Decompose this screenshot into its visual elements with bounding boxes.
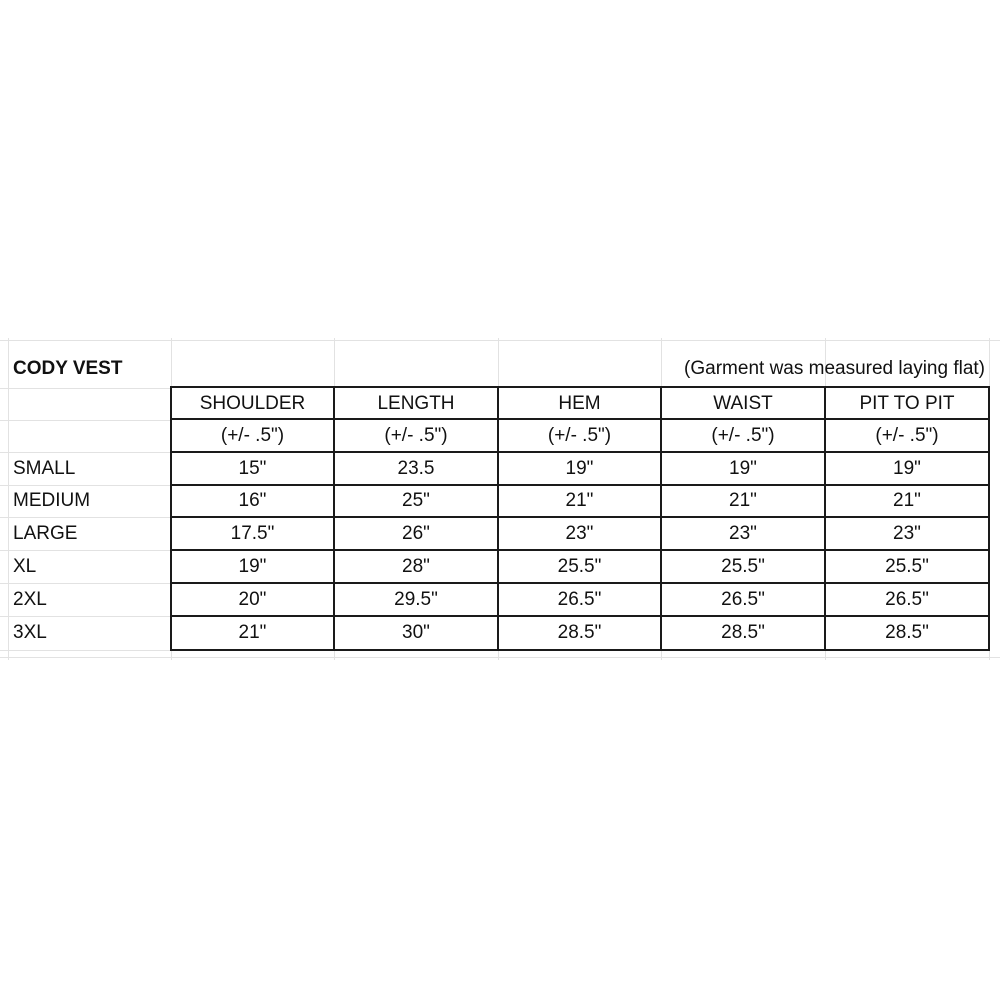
table-border <box>171 549 990 551</box>
measurement-cell: 16" <box>238 490 267 511</box>
size-label: LARGE <box>13 522 78 544</box>
table-border <box>171 418 990 420</box>
column-tolerance: (+/- .5") <box>547 425 612 446</box>
column-header: SHOULDER <box>199 393 306 414</box>
gridline <box>0 650 171 651</box>
table-border <box>333 386 335 651</box>
column-tolerance: (+/- .5") <box>875 425 939 446</box>
measurement-note: (Garment was measured laying flat) <box>684 358 985 379</box>
sheet-title: CODY VEST <box>13 358 123 379</box>
measurement-cell: 26.5" <box>557 588 602 610</box>
measurement-cell: 23" <box>729 522 757 544</box>
column-tolerance: (+/- .5") <box>384 425 448 446</box>
size-label: 3XL <box>13 622 47 643</box>
column-header: PIT TO PIT <box>859 393 955 414</box>
column-tolerance: (+/- .5") <box>711 425 775 446</box>
measurement-cell: 23" <box>565 522 594 544</box>
measurement-cell: 19" <box>729 457 757 479</box>
table-border <box>171 582 990 584</box>
gridline <box>0 420 171 421</box>
gridline <box>0 388 171 389</box>
measurement-cell: 28.5" <box>885 622 929 643</box>
measurement-cell: 21" <box>729 490 757 511</box>
measurement-cell: 23.5 <box>397 457 435 479</box>
measurement-cell: 19" <box>565 457 594 479</box>
size-label: MEDIUM <box>13 490 91 511</box>
column-header: LENGTH <box>377 393 455 414</box>
table-border <box>824 386 826 651</box>
table-border <box>170 386 172 651</box>
table-border <box>497 386 499 651</box>
measurement-cell: 21" <box>565 490 594 511</box>
measurement-cell: 25.5" <box>721 555 765 577</box>
measurement-cell: 20" <box>238 588 267 610</box>
measurement-cell: 23" <box>893 522 921 544</box>
measurement-cell: 28.5" <box>557 622 602 643</box>
measurement-cell: 19" <box>893 457 921 479</box>
measurement-cell: 30" <box>402 622 430 643</box>
table-border <box>171 649 990 651</box>
column-header: HEM <box>558 393 601 414</box>
measurement-cell: 25.5" <box>557 555 602 577</box>
measurement-cell: 15" <box>238 457 267 479</box>
measurement-cell: 21" <box>238 622 267 643</box>
measurement-cell: 25" <box>402 490 430 511</box>
gridline <box>0 657 1000 658</box>
measurement-cell: 21" <box>893 490 921 511</box>
table-border <box>171 516 990 518</box>
size-label: 2XL <box>13 588 47 610</box>
table-border <box>660 386 662 651</box>
size-label: XL <box>13 555 37 577</box>
table-border <box>171 386 990 388</box>
gridline <box>0 340 1000 341</box>
measurement-cell: 25.5" <box>885 555 929 577</box>
column-header: WAIST <box>713 393 773 414</box>
measurement-cell: 17.5" <box>230 522 275 544</box>
table-border <box>171 615 990 617</box>
measurement-cell: 29.5" <box>394 588 438 610</box>
column-tolerance: (+/- .5") <box>220 425 285 446</box>
measurement-cell: 26.5" <box>721 588 765 610</box>
table-border <box>171 451 990 453</box>
measurement-cell: 19" <box>238 555 267 577</box>
measurement-cell: 26.5" <box>885 588 929 610</box>
measurement-cell: 26" <box>402 522 430 544</box>
table-border <box>171 484 990 486</box>
measurement-cell: 28.5" <box>721 622 765 643</box>
table-border <box>988 386 990 651</box>
size-label: SMALL <box>13 457 76 479</box>
measurement-cell: 28" <box>402 555 430 577</box>
